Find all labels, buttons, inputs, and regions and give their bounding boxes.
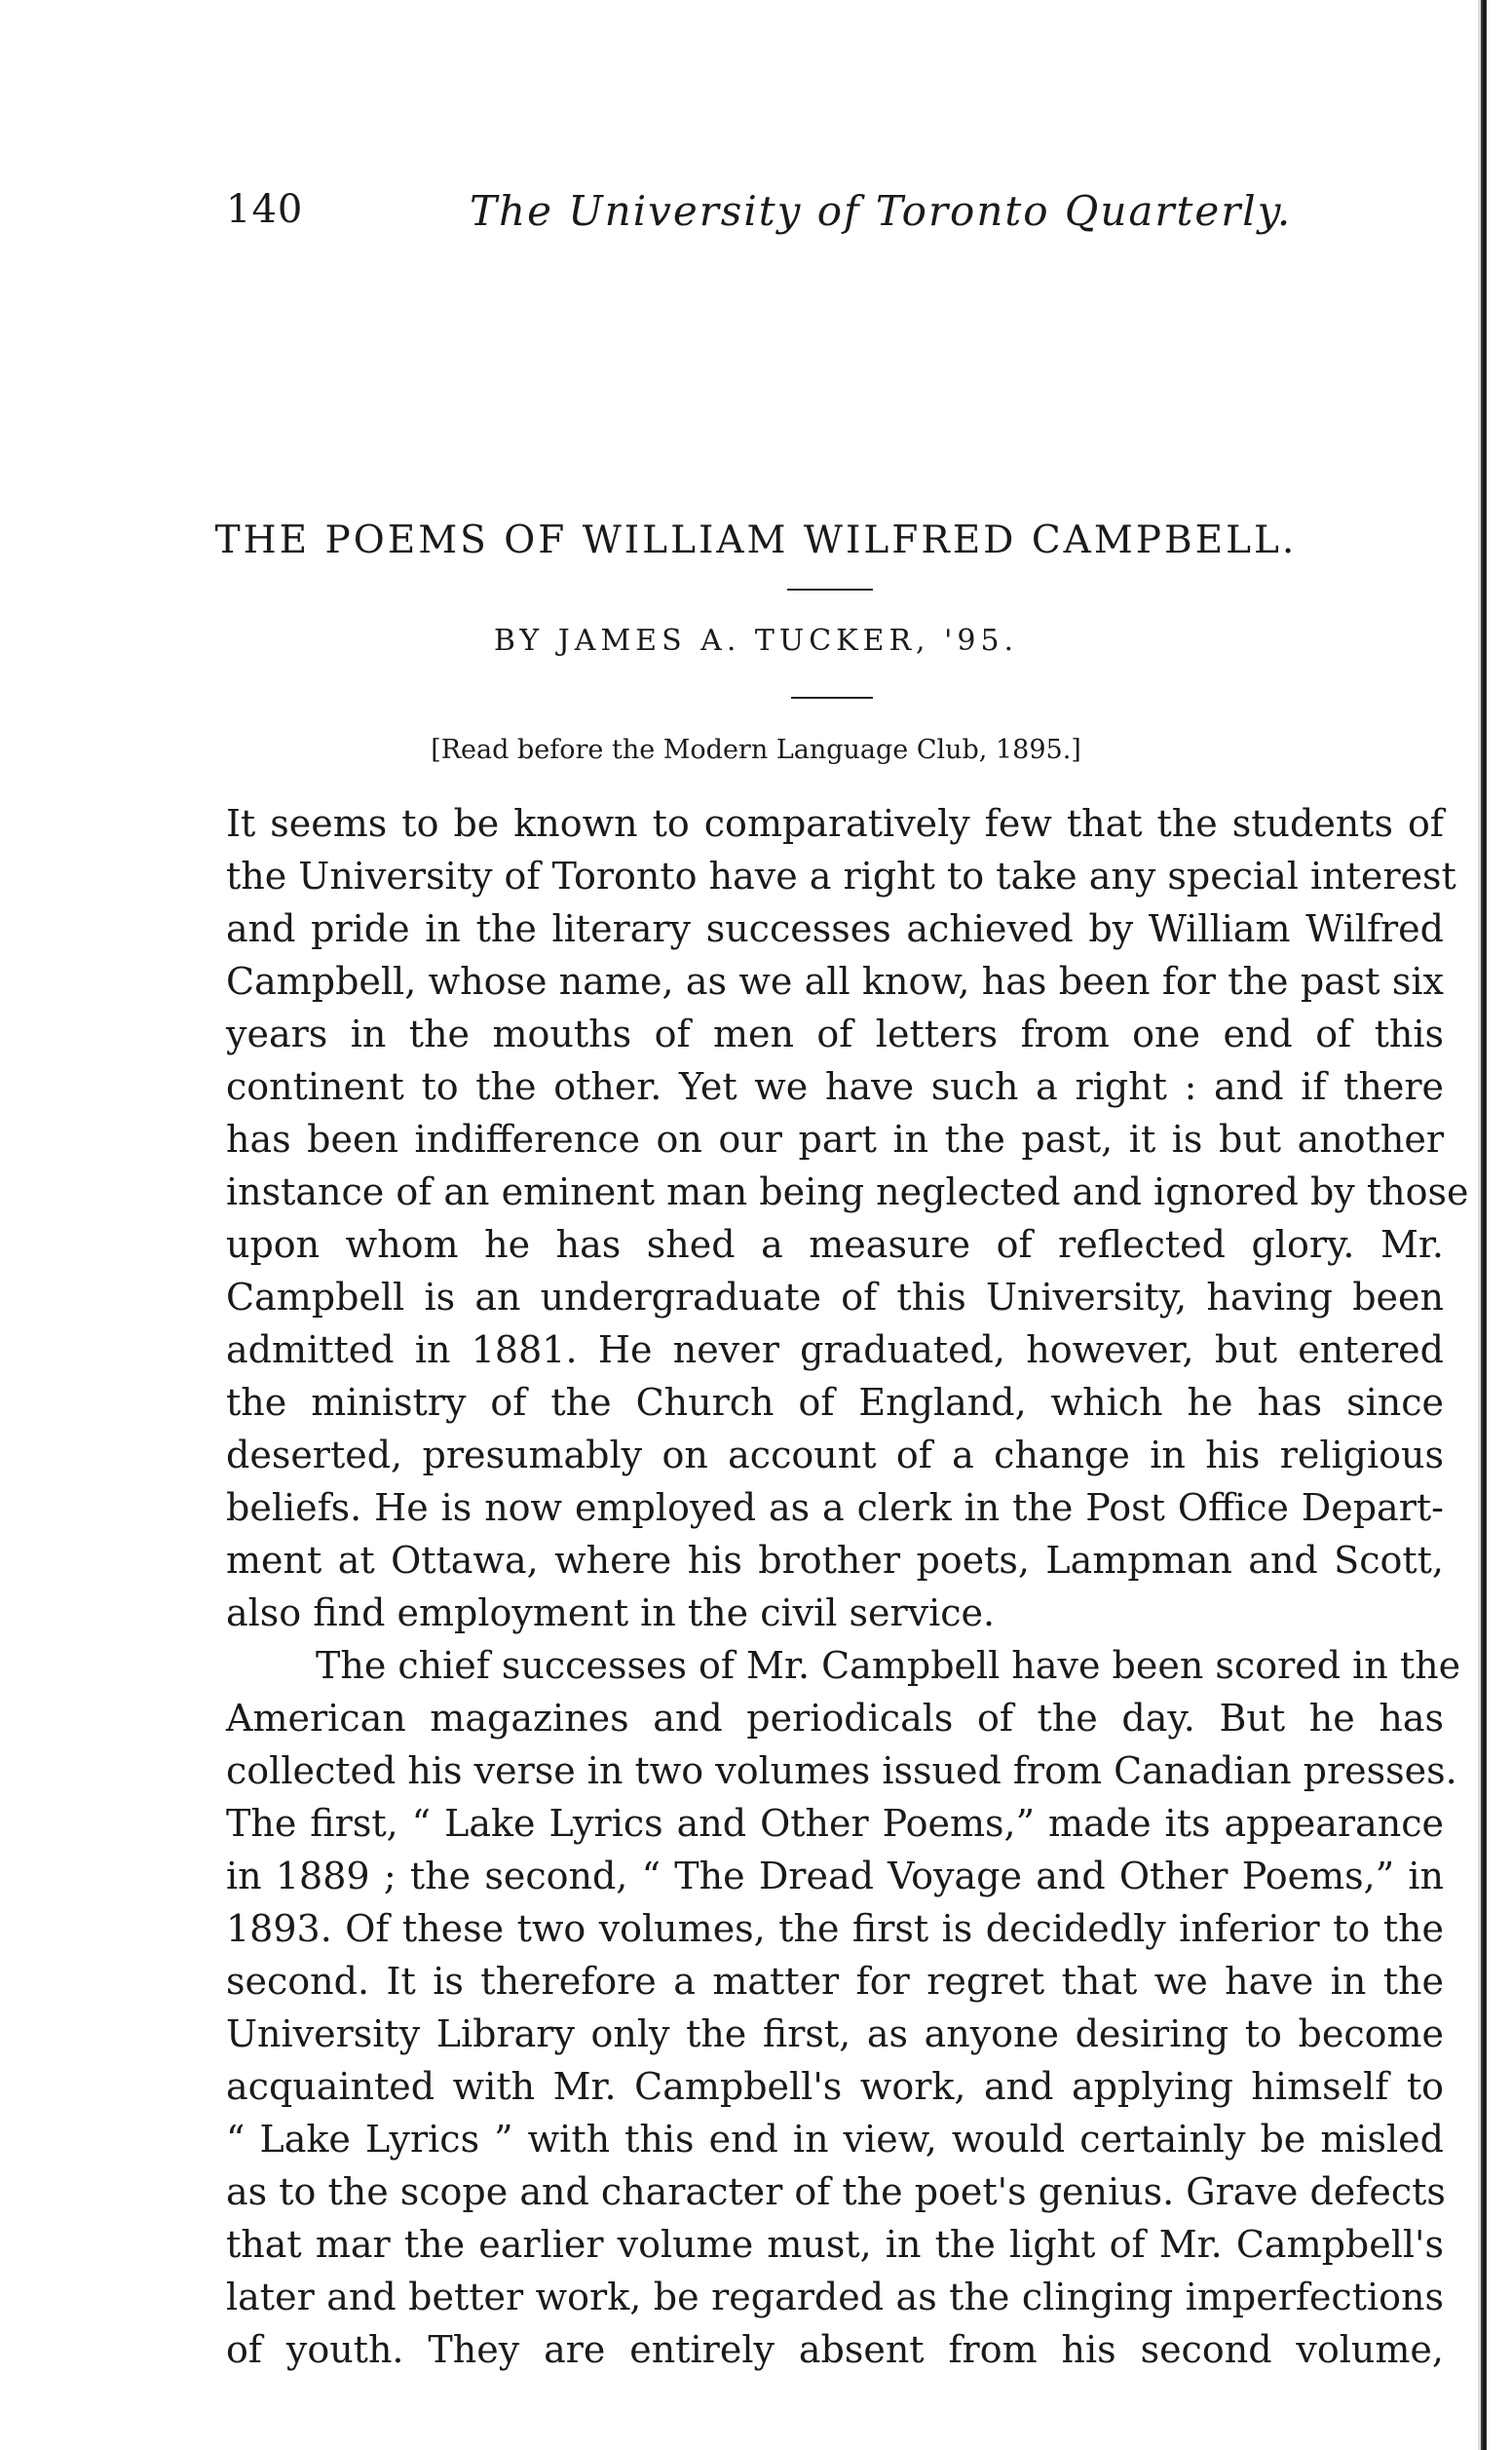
body-line: continent to the other. Yet we have such a right : and if there (226, 1065, 1444, 1108)
body-line: collected his verse in two volumes issued from Canadian presses. (226, 1749, 1457, 1792)
binding-edge (1481, 0, 1487, 2450)
body-line: also find employment in the civil service. (226, 1591, 996, 1634)
body-line: upon whom he has shed a measure of reflected glory. Mr. (226, 1223, 1444, 1266)
body-line: acquainted with Mr. Campbell's work, and applying himself to (226, 2065, 1444, 2108)
page-number: 140 (226, 187, 304, 232)
body-line: instance of an eminent man being neglected and ignored by those (226, 1170, 1469, 1213)
body-line: University Library only the first, as anyone desiring to become (226, 2012, 1444, 2055)
body-line: It seems to be known to comparatively few that the students of (226, 802, 1444, 845)
body-line: as to the scope and character of the poet's genius. Grave defects (226, 2170, 1446, 2213)
body-line: of youth. They are entirely absent from his second volume, (226, 2328, 1444, 2371)
body-line: 1893. Of these two volumes, the first is decidedly inferior to the (226, 1907, 1444, 1950)
journal-title: The University of Toronto Quarterly. (470, 187, 1293, 235)
body-line: The first, “ Lake Lyrics and Other Poems,” made its appearance (226, 1802, 1444, 1845)
body-line: American magazines and periodicals of the day. But he has (226, 1697, 1444, 1740)
body-line: the ministry of the Church of England, which he has since (226, 1381, 1444, 1424)
body-line: beliefs. He is now employed as a clerk in the Post Office Depart- (226, 1486, 1444, 1529)
body-line: “ Lake Lyrics ” with this end in view, would certainly be misled (226, 2118, 1444, 2161)
body-line: and pride in the literary successes achieved by William Wilfred (226, 907, 1444, 950)
byline-rule (791, 697, 873, 699)
article-title: THE POEMS OF WILLIAM WILFRED CAMPBELL. (214, 518, 1298, 562)
running-head (226, 187, 1298, 246)
body-line: ment at Ottawa, where his brother poets, Lampman and Scott, (226, 1539, 1444, 1582)
body-line: second. It is therefore a matter for regret that we have in the (226, 1960, 1444, 2003)
body-line: admitted in 1881. He never graduated, however, but entered (226, 1328, 1444, 1371)
body-line: has been indifference on our part in the past, it is but another (226, 1118, 1444, 1161)
body-line: later and better work, be regarded as the clinging imperfections (226, 2276, 1444, 2318)
body-line: the University of Toronto have a right to take any special interest (226, 855, 1456, 898)
body-line: The chief successes of Mr. Campbell have been scored in the (316, 1644, 1461, 1687)
read-before-note: [Read before the Modern Language Club, 1895.] (431, 735, 1081, 765)
body-line: Campbell is an undergraduate of this University, having been (226, 1276, 1444, 1319)
body-line: Campbell, whose name, as we all know, has been for the past six (226, 960, 1444, 1003)
body-line: that mar the earlier volume must, in the light of Mr. Campbell's (226, 2223, 1444, 2266)
body-line: deserted, presumably on account of a change in his religious (226, 1434, 1444, 1476)
title-rule (787, 589, 873, 591)
body-line: years in the mouths of men of letters from one end of this (226, 1013, 1444, 1055)
body-line: in 1889 ; the second, “ The Dread Voyage and Other Poems,” in (226, 1855, 1444, 1897)
byline: BY JAMES A. TUCKER, '95. (493, 624, 1019, 658)
